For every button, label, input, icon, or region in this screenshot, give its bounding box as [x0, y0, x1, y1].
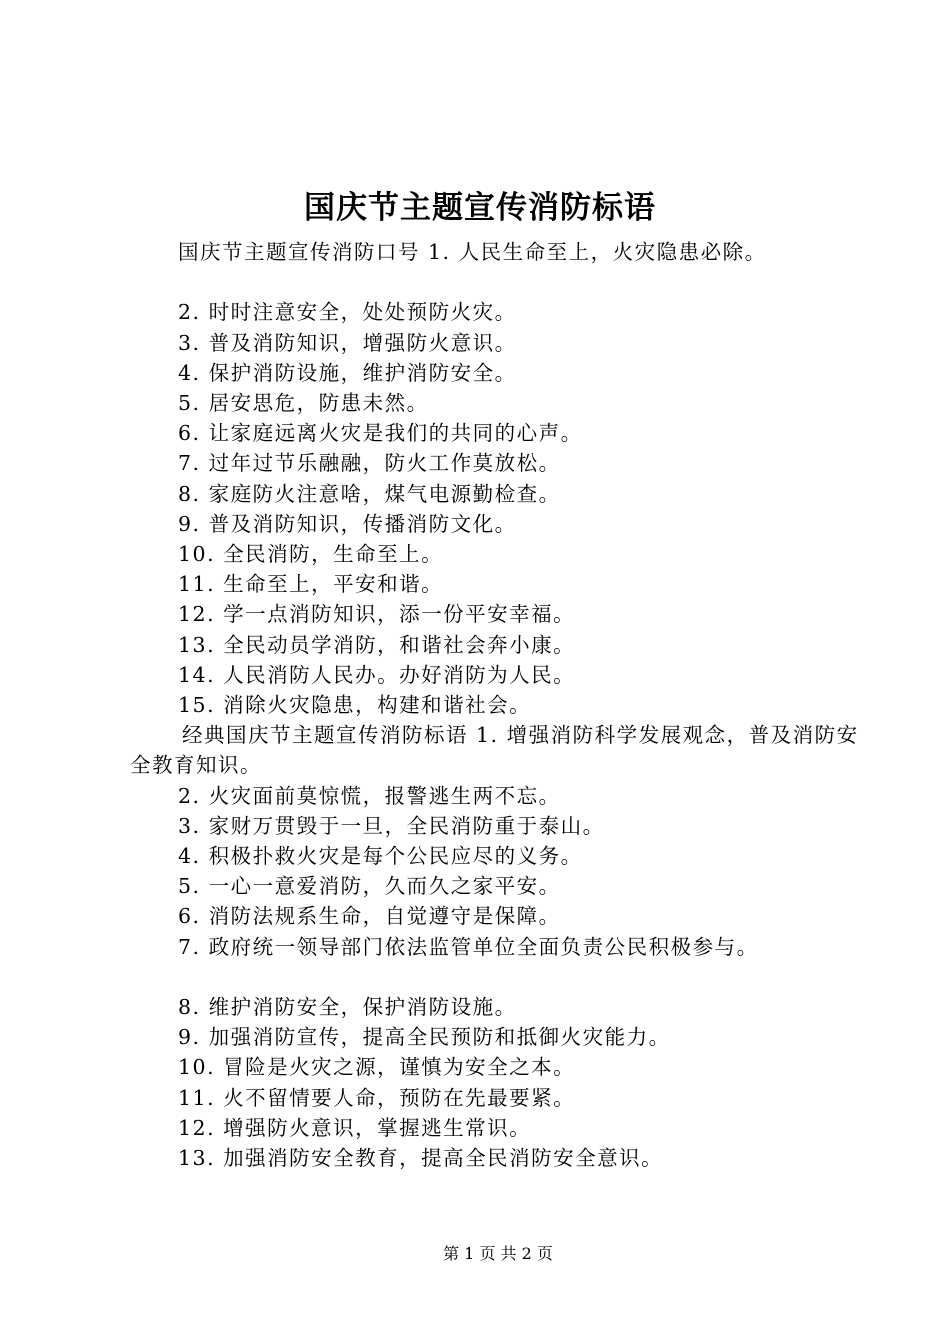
slogan-line: 8. 家庭防火注意啥，煤气电源勤检查。 — [178, 481, 561, 506]
slogan-line: 3. 普及消防知识，增强防火意识。 — [178, 330, 517, 355]
slogan-line: 2. 火灾面前莫惊慌，报警逃生两不忘。 — [178, 783, 561, 808]
slogan-line: 2. 时时注意安全，处处预防火灾。 — [178, 300, 517, 325]
slogan-line: 5. 一心一意爱消防，久而久之家平安。 — [178, 874, 561, 899]
slogan-line: 11. 火不留情要人命，预防在先最要紧。 — [178, 1085, 576, 1110]
section2-list-b — [130, 992, 860, 1173]
slogan-line: 13. 全民动员学消防，和谐社会奔小康。 — [178, 632, 576, 657]
slogan-line: 9. 普及消防知识，传播消防文化。 — [178, 511, 517, 536]
slogan-line: 13. 加强消防安全教育，提高全民消防安全意识。 — [178, 1146, 664, 1171]
section1-intro: 国庆节主题宣传消防口号 1. 人民生命至上，火灾隐患必除。 — [178, 240, 767, 264]
slogan-line: 10. 冒险是火灾之源，谨慎为安全之本。 — [178, 1055, 576, 1080]
section1-list — [130, 297, 860, 720]
slogan-line: 4. 保护消防设施，维护消防安全。 — [178, 360, 517, 385]
blank-line — [130, 267, 860, 297]
blank-line — [130, 962, 860, 992]
slogan-line: 6. 消防法规系生命，自觉遵守是保障。 — [178, 904, 561, 929]
slogan-line: 14. 人民消防人民办。办好消防为人民。 — [178, 662, 576, 687]
document-body — [130, 237, 860, 1173]
slogan-line: 12. 增强防火意识，掌握逃生常识。 — [178, 1115, 532, 1140]
slogan-line: 4. 积极扑救火灾是每个公民应尽的义务。 — [178, 844, 583, 869]
document-title: 国庆节主题宣传消防标语 — [304, 190, 656, 226]
slogan-line: 10. 全民消防，生命至上。 — [178, 542, 444, 567]
slogan-line: 8. 维护消防安全，保护消防设施。 — [178, 995, 517, 1020]
slogan-line: 7. 政府统一领导部门依法监管单位全面负责公民积极参与。 — [178, 934, 759, 959]
slogan-line: 9. 加强消防宣传，提高全民预防和抵御火灾能力。 — [178, 1025, 671, 1050]
slogan-line: 7. 过年过节乐融融，防火工作莫放松。 — [178, 451, 561, 476]
page-footer: 第 1 页 共 2 页 — [443, 1244, 553, 1263]
section2-intro: 经典国庆节主题宣传消防标语 1. 增强消防科学发展观念，普及消防安全教育知识。 — [130, 723, 859, 778]
section2-list-a — [130, 781, 860, 962]
slogan-line: 11. 生命至上，平安和谐。 — [178, 572, 444, 597]
slogan-line: 15. 消除火灾隐患，构建和谐社会。 — [178, 693, 532, 718]
slogan-line: 12. 学一点消防知识，添一份平安幸福。 — [178, 602, 576, 627]
slogan-line: 6. 让家庭远离火灾是我们的共同的心声。 — [178, 421, 583, 446]
slogan-line: 5. 居安思危，防患未然。 — [178, 391, 429, 415]
slogan-line: 3. 家财万贯毁于一旦，全民消防重于泰山。 — [178, 813, 605, 838]
